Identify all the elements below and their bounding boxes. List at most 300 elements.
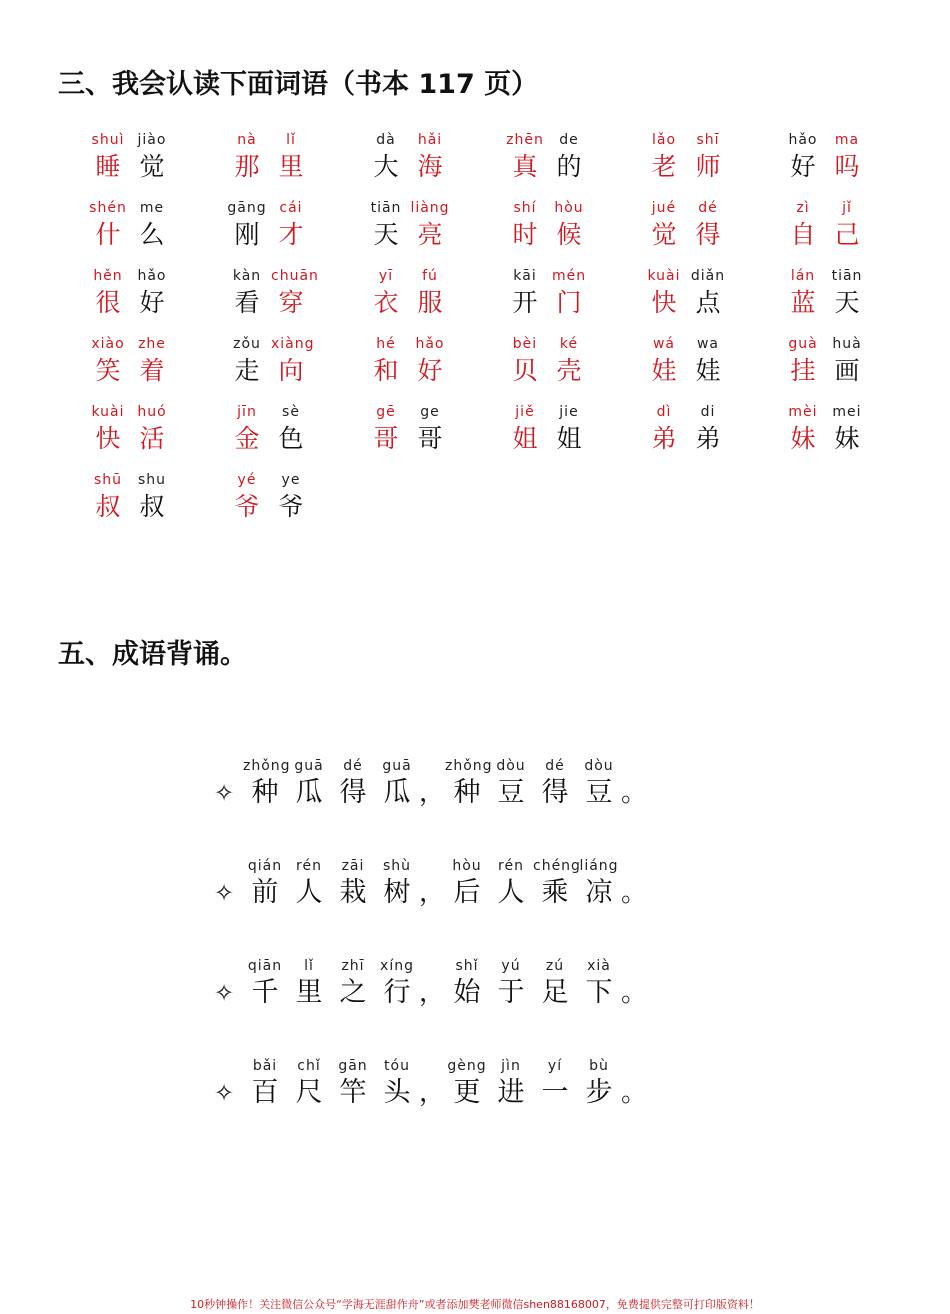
hanzi: 进 (497, 1077, 525, 1108)
vocab-word (644, 130, 783, 198)
hanzi: 头 (383, 1077, 411, 1108)
hanzi: 亮 (417, 220, 443, 249)
hanzi: 刚 (234, 220, 260, 249)
pinyin: de (559, 132, 579, 148)
hanzi: 前 (251, 877, 279, 908)
vocab-syllable (783, 402, 823, 470)
pinyin: chéng (533, 858, 581, 874)
hanzi: 着 (139, 356, 165, 385)
hanzi: 始 (453, 977, 481, 1008)
pinyin: me (139, 200, 165, 216)
pinyin: jué (651, 200, 677, 216)
vocab-syllable (783, 266, 823, 334)
pinyin: huó (137, 404, 167, 420)
vocab-syllable (644, 402, 684, 470)
vocab-syllable (271, 334, 315, 402)
pinyin: ké (559, 336, 579, 352)
pinyin: chuān (271, 268, 319, 284)
hanzi: 觉 (651, 220, 677, 249)
hanzi: 步 (585, 1077, 613, 1108)
pinyin: xià (587, 958, 611, 974)
pinyin: shén (89, 200, 127, 216)
pinyin: guà (788, 336, 818, 352)
vocab-word (227, 402, 366, 470)
hanzi: 更 (453, 1077, 481, 1108)
vocab-syllable (827, 198, 867, 266)
hanzi: 爷 (234, 492, 260, 521)
vocab-word (366, 130, 505, 198)
vocab-syllable (88, 402, 128, 470)
idiom-char (331, 956, 375, 1010)
pinyin: cái (279, 200, 303, 216)
idiom-line (205, 1010, 725, 1110)
comma-mark: ， (419, 778, 446, 808)
pinyin: zhǒng (243, 758, 291, 774)
vocab-syllable (132, 402, 172, 470)
sparkle-bullet-icon: ✧ (213, 879, 235, 907)
vocab-syllable (505, 130, 545, 198)
vocab-syllable (688, 130, 728, 198)
vocab-syllable (227, 334, 267, 402)
pinyin: hòu (554, 200, 584, 216)
hanzi: 天 (373, 220, 399, 249)
hanzi: 之 (339, 977, 367, 1008)
pinyin: shǐ (455, 958, 479, 974)
hanzi: 快 (651, 288, 677, 317)
vocab-word (505, 334, 644, 402)
hanzi: 向 (278, 356, 304, 385)
vocab-syllable (271, 402, 311, 470)
pinyin: hǎo (415, 336, 445, 352)
pinyin: dòu (584, 758, 614, 774)
hanzi: 么 (139, 220, 165, 249)
idiom-char (489, 956, 533, 1010)
pinyin: hěn (93, 268, 123, 284)
pinyin: yí (547, 1058, 563, 1074)
pinyin: sè (282, 404, 300, 420)
vocab-syllable (227, 198, 267, 266)
pinyin: jīn (237, 404, 257, 420)
pinyin: gāng (227, 200, 267, 216)
vocab-syllable (366, 402, 406, 470)
idiom-char (533, 956, 577, 1010)
vocab-syllable (644, 266, 684, 334)
hanzi: 人 (295, 877, 323, 908)
pinyin: zhī (341, 958, 365, 974)
hanzi: 色 (278, 424, 304, 453)
idiom-char (375, 756, 419, 810)
comma-mark: ， (419, 1078, 446, 1108)
hanzi: 种 (251, 777, 279, 808)
pinyin: bù (589, 1058, 609, 1074)
footer-notice: 10秒钟操作！关注微信公众号“学海无涯甜作舟”或者添加樊老师微信shen88168007，免费提供完整可打印版资料！ (190, 1298, 760, 1311)
period-mark: 。 (621, 778, 648, 808)
vocab-word (88, 130, 227, 198)
period-mark: 。 (621, 1078, 648, 1108)
idiom-char (287, 856, 331, 910)
vocab-word (783, 130, 922, 198)
hanzi: 时 (512, 220, 538, 249)
pinyin: bǎi (252, 1058, 278, 1074)
vocab-syllable (410, 334, 450, 402)
hanzi: 大 (373, 152, 399, 181)
idiom-char (533, 1056, 577, 1110)
hanzi: 后 (453, 877, 481, 908)
hanzi: 娃 (651, 356, 677, 385)
hanzi: 凉 (585, 877, 613, 908)
hanzi: 种 (453, 777, 481, 808)
hanzi: 走 (234, 356, 260, 385)
vocab-word (88, 402, 227, 470)
word-grid (88, 130, 888, 538)
hanzi: 栽 (339, 877, 367, 908)
pinyin: tiān (831, 268, 863, 284)
vocab-syllable (505, 266, 545, 334)
vocab-syllable (366, 130, 406, 198)
pinyin: jie (559, 404, 579, 420)
hanzi: 爷 (278, 492, 304, 521)
vocab-syllable (549, 266, 589, 334)
pinyin: jìn (501, 1058, 521, 1074)
pinyin: dé (698, 200, 718, 216)
hanzi: 得 (541, 777, 569, 808)
hanzi: 百 (251, 1077, 279, 1108)
pinyin: fú (422, 268, 438, 284)
hanzi: 觉 (139, 152, 165, 181)
hanzi: 乘 (541, 877, 569, 908)
vocab-syllable (688, 198, 728, 266)
pinyin: xíng (380, 958, 414, 974)
hanzi: 一 (541, 1077, 569, 1108)
hanzi: 好 (139, 288, 165, 317)
hanzi: 娃 (695, 356, 721, 385)
idiom-char (533, 856, 581, 910)
vocab-word (227, 130, 366, 198)
vocab-syllable (827, 130, 867, 198)
vocab-syllable (132, 130, 172, 198)
pinyin: lán (790, 268, 816, 284)
pinyin: kāi (513, 268, 537, 284)
vocab-word (783, 198, 922, 266)
pinyin: zhēn (506, 132, 544, 148)
hanzi: 真 (512, 152, 538, 181)
vocab-syllable (227, 402, 267, 470)
pinyin: hǎi (417, 132, 443, 148)
vocab-word (644, 334, 783, 402)
pinyin: shù (382, 858, 412, 874)
hanzi: 豆 (497, 777, 525, 808)
period-mark: 。 (621, 878, 648, 908)
hanzi: 画 (834, 356, 860, 385)
vocab-word (88, 334, 227, 402)
hanzi: 人 (497, 877, 525, 908)
vocab-word (783, 334, 922, 402)
idiom-char (445, 956, 489, 1010)
pinyin: zú (545, 958, 565, 974)
vocab-syllable (505, 402, 545, 470)
pinyin: rén (296, 858, 322, 874)
pinyin: dòu (496, 758, 526, 774)
vocab-syllable (88, 470, 128, 538)
vocab-word (227, 198, 366, 266)
vocab-syllable (271, 198, 311, 266)
hanzi: 自 (790, 220, 816, 249)
idiom-char (445, 1056, 489, 1110)
hanzi: 千 (251, 977, 279, 1008)
sparkle-bullet-icon: ✧ (213, 779, 235, 807)
hanzi: 服 (417, 288, 443, 317)
idiom-char (243, 856, 287, 910)
pinyin: dà (376, 132, 396, 148)
hanzi: 快 (95, 424, 121, 453)
pinyin: dé (343, 758, 363, 774)
vocab-word (88, 266, 227, 334)
section-5-title: 五、成语背诵。 (58, 639, 247, 670)
vocab-word (227, 470, 366, 538)
pinyin: chǐ (297, 1058, 321, 1074)
vocab-syllable (549, 130, 589, 198)
pinyin: dé (545, 758, 565, 774)
hanzi: 和 (373, 356, 399, 385)
vocab-syllable (783, 334, 823, 402)
idiom-char (243, 1056, 287, 1110)
vocab-syllable (505, 334, 545, 402)
vocab-syllable (549, 402, 589, 470)
hanzi: 妹 (834, 424, 860, 453)
vocab-word (505, 198, 644, 266)
hanzi: 金 (234, 424, 260, 453)
vocab-syllable (132, 470, 172, 538)
hanzi: 哥 (417, 424, 443, 453)
hanzi: 瓜 (383, 777, 411, 808)
idiom-char (577, 856, 621, 910)
idiom-char (445, 756, 493, 810)
pinyin: lǐ (304, 958, 314, 974)
vocab-word (505, 266, 644, 334)
vocab-syllable (827, 334, 867, 402)
pinyin: jǐ (842, 200, 852, 216)
hanzi: 点 (695, 288, 721, 317)
hanzi: 里 (295, 977, 323, 1008)
pinyin: shu (137, 472, 167, 488)
hanzi: 己 (834, 220, 860, 249)
vocab-syllable (88, 266, 128, 334)
idiom-list (205, 710, 725, 1110)
hanzi: 天 (834, 288, 860, 317)
vocab-syllable (366, 198, 406, 266)
hanzi: 候 (556, 220, 582, 249)
pinyin: guā (294, 758, 324, 774)
pinyin: xiào (91, 336, 125, 352)
vocab-syllable (271, 470, 311, 538)
hanzi: 下 (585, 977, 613, 1008)
hanzi: 开 (512, 288, 538, 317)
vocab-word (88, 198, 227, 266)
hanzi: 得 (695, 220, 721, 249)
pinyin: zǒu (233, 336, 261, 352)
vocab-syllable (88, 198, 128, 266)
hanzi: 于 (497, 977, 525, 1008)
hanzi: 笑 (95, 356, 121, 385)
idiom-char (577, 756, 621, 810)
hanzi: 弟 (651, 424, 677, 453)
pinyin: wá (652, 336, 676, 352)
hanzi: 姐 (512, 424, 538, 453)
pinyin: diǎn (690, 268, 726, 284)
idiom-line (205, 710, 725, 810)
hanzi: 豆 (585, 777, 613, 808)
vocab-word (505, 402, 644, 470)
pinyin: hǎo (788, 132, 818, 148)
hanzi: 衣 (373, 288, 399, 317)
pinyin: zāi (341, 858, 365, 874)
pinyin: hé (376, 336, 396, 352)
pinyin: di (700, 404, 716, 420)
vocab-syllable (549, 334, 589, 402)
pinyin: nà (237, 132, 257, 148)
pinyin: yú (501, 958, 521, 974)
pinyin: lǎo (651, 132, 677, 148)
pinyin: hǎo (137, 268, 167, 284)
vocab-syllable (132, 334, 172, 402)
pinyin: jiào (137, 132, 167, 148)
vocab-word (227, 334, 366, 402)
hanzi: 什 (95, 220, 121, 249)
sparkle-bullet-icon: ✧ (213, 979, 235, 1007)
hanzi: 里 (278, 152, 304, 181)
hanzi: 哥 (373, 424, 399, 453)
vocab-syllable (688, 334, 728, 402)
hanzi: 好 (790, 152, 816, 181)
pinyin: hòu (452, 858, 482, 874)
hanzi: 穿 (278, 288, 304, 317)
pinyin: lǐ (286, 132, 296, 148)
hanzi: 弟 (695, 424, 721, 453)
pinyin: gān (338, 1058, 368, 1074)
vocab-word (783, 266, 922, 334)
comma-mark: ， (419, 878, 446, 908)
hanzi: 师 (695, 152, 721, 181)
pinyin: gē (376, 404, 396, 420)
vocab-word (644, 198, 783, 266)
idiom-char (375, 856, 419, 910)
hanzi: 壳 (556, 356, 582, 385)
vocab-syllable (410, 198, 450, 266)
idiom-char (331, 756, 375, 810)
vocab-syllable (271, 130, 311, 198)
hanzi: 瓜 (295, 777, 323, 808)
vocab-syllable (410, 130, 450, 198)
vocab-syllable (644, 198, 684, 266)
pinyin: shuì (91, 132, 125, 148)
idiom-char (331, 1056, 375, 1110)
vocab-syllable (688, 266, 728, 334)
idiom-char (287, 956, 331, 1010)
pinyin: zhe (138, 336, 166, 352)
idiom-char (577, 1056, 621, 1110)
hanzi: 挂 (790, 356, 816, 385)
hanzi: 门 (556, 288, 582, 317)
vocab-syllable (505, 198, 545, 266)
pinyin: kàn (232, 268, 262, 284)
pinyin: qiān (247, 958, 283, 974)
vocab-word (366, 402, 505, 470)
pinyin: wa (696, 336, 720, 352)
idiom-char (375, 1056, 419, 1110)
period-mark: 。 (621, 978, 648, 1008)
hanzi: 蓝 (790, 288, 816, 317)
pinyin: mei (832, 404, 862, 420)
pinyin: ge (420, 404, 440, 420)
vocab-word (88, 470, 227, 538)
hanzi: 看 (234, 288, 260, 317)
pinyin: kuài (647, 268, 681, 284)
pinyin: ye (281, 472, 301, 488)
idiom-char (489, 756, 533, 810)
hanzi: 活 (139, 424, 165, 453)
idiom-char (445, 856, 489, 910)
vocab-syllable (366, 266, 406, 334)
vocab-syllable (366, 334, 406, 402)
hanzi: 尺 (295, 1077, 323, 1108)
pinyin: qián (247, 858, 283, 874)
pinyin: shī (696, 132, 720, 148)
pinyin: huà (832, 336, 862, 352)
vocab-syllable (688, 402, 728, 470)
vocab-word (366, 334, 505, 402)
pinyin: tiān (370, 200, 402, 216)
pinyin: dì (656, 404, 672, 420)
hanzi: 姐 (556, 424, 582, 453)
vocab-word (366, 198, 505, 266)
vocab-word (644, 402, 783, 470)
vocab-word (505, 130, 644, 198)
vocab-syllable (410, 402, 450, 470)
pinyin: liáng (579, 858, 619, 874)
hanzi: 贝 (512, 356, 538, 385)
section-3-title: 三、我会认读下面词语（书本 117 页） (58, 69, 539, 100)
hanzi: 海 (417, 152, 443, 181)
pinyin: shí (513, 200, 537, 216)
idiom-char (243, 956, 287, 1010)
pinyin: zì (796, 200, 810, 216)
vocab-word (783, 402, 922, 470)
vocab-syllable (88, 130, 128, 198)
vocab-syllable (271, 266, 319, 334)
comma-mark: ， (419, 978, 446, 1008)
pinyin: guā (382, 758, 412, 774)
idiom-char (331, 856, 375, 910)
hanzi: 很 (95, 288, 121, 317)
hanzi: 树 (383, 877, 411, 908)
sparkle-bullet-icon: ✧ (213, 1079, 235, 1107)
idiom-char (287, 1056, 331, 1110)
vocab-syllable (783, 130, 823, 198)
hanzi: 睡 (95, 152, 121, 181)
pinyin: kuài (91, 404, 125, 420)
hanzi: 才 (278, 220, 304, 249)
hanzi: 叔 (95, 492, 121, 521)
vocab-syllable (410, 266, 450, 334)
pinyin: shū (93, 472, 123, 488)
hanzi: 叔 (139, 492, 165, 521)
pinyin: yī (378, 268, 394, 284)
idiom-char (287, 756, 331, 810)
pinyin: bèi (512, 336, 538, 352)
vocab-syllable (549, 198, 589, 266)
vocab-word (227, 266, 366, 334)
vocab-syllable (132, 198, 172, 266)
